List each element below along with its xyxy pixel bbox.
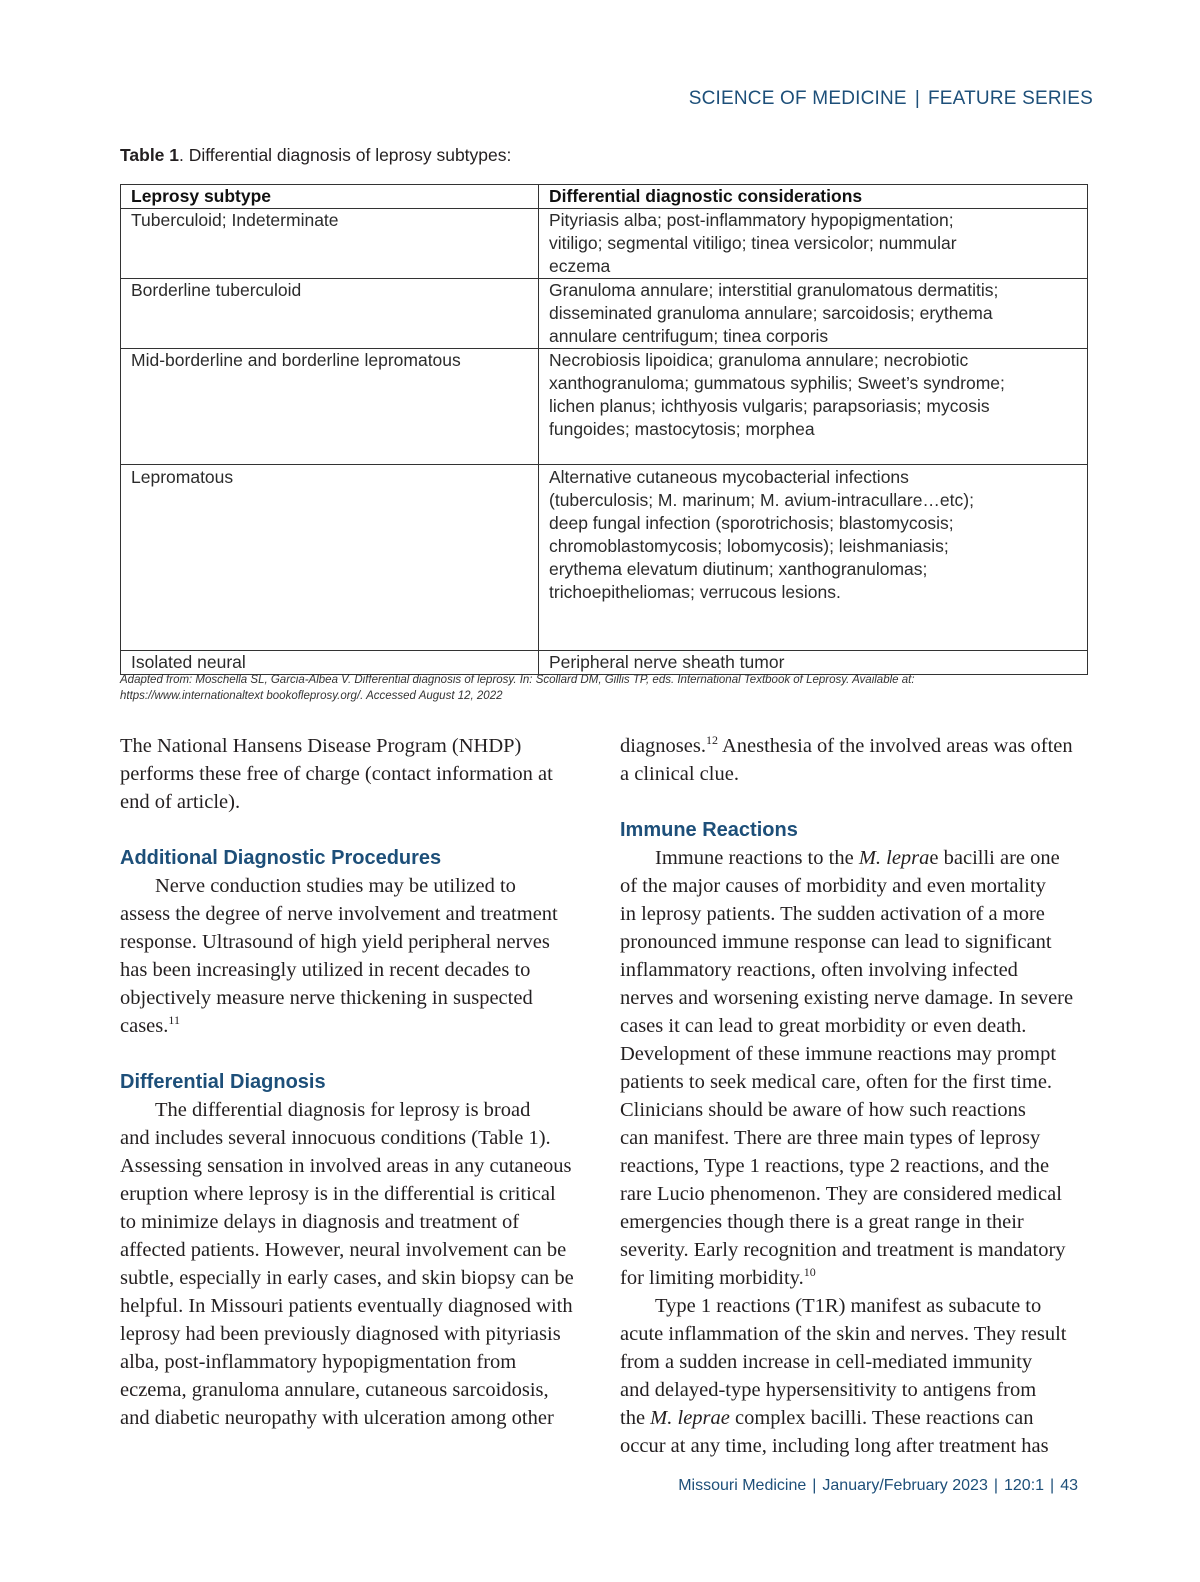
table-source-footnote: Adapted from: Moschella SL, Garcia-Albea V. Differential diagnosis of leprosy. In: Scollard DM, Gillis TP, eds. International Textbook of Leprosy. Available at: https://www.internationaltext bookofleprosy.org/. Accessed August 12, 2022 — [120, 674, 915, 702]
considerations-cell: Alternative cutaneous mycobacterial infections (tuberculosis; M. marinum; M. avium-intracullare…etc); deep fungal infection (sporotrichosis; blastomycosis; chromoblastomycosis; lobomycosis); leishmaniasis; erythema elevatum diutinum; xanthogranulomas; trichoepitheliomas; verrucous lesions. — [539, 465, 1088, 651]
paragraph-type1-reactions: Type 1 reactions (T1R) manifest as subacute to acute inflammation of the skin and nerves. They result from a sudden increase in cell-mediated immunity and delayed-type hypersensitivity to antigens from the M. leprae complex bacilli. These reactions can occur at any time, including long after treatment has — [620, 1295, 1067, 1457]
right-text-column — [620, 732, 1090, 1460]
table-header-row — [121, 185, 1088, 209]
reference-12: 12 — [705, 733, 718, 747]
series-name: FEATURE SERIES — [927, 88, 1093, 109]
left-text-column — [120, 732, 590, 1432]
considerations-cell: Pityriasis alba; post-inflammatory hypopigmentation; vitiligo; segmental vitiligo; tinea versicolor; nummular eczema — [539, 209, 1088, 279]
subtype-cell: Borderline tuberculoid — [121, 279, 539, 349]
paragraph-differential-diagnosis: The differential diagnosis for leprosy is broad and includes several innocuous conditions (Table 1). Assessing sensation in involved areas in any cutaneous eruption where leprosy is in the differential is critical to minimize delays in diagnosis and treatment of affected patients. However, neural involvement can be subtle, especially in early cases, and skin biopsy can be helpful. In Missouri patients eventually diagnosed with leprosy had been previously diagnosed with pityriasis alba, post-inflammatory hypopigmentation from eczema, granuloma annulare, cutaneous sarcoidosis, and diabetic neuropathy with ulceration among other — [120, 1099, 574, 1429]
species-name: M. leprae — [650, 1407, 730, 1429]
reference-10: 10 — [803, 1265, 816, 1279]
paragraph-diagnostic-procedures: Nerve conduction studies may be utilized to assess the degree of nerve involvement and treatment response. Ultrasound of high yield peripheral nerves has been increasingly utilized in recent decades to objectively measure nerve thickening in suspected cases.$^{11}$ — [120, 875, 558, 1037]
table-caption — [120, 145, 511, 166]
table-row — [121, 349, 1088, 465]
running-header — [689, 88, 1093, 110]
table-caption-text: . Differential diagnosis of leprosy subtypes: — [179, 145, 512, 165]
considerations-cell: Granuloma annulare; interstitial granulomatous dermatitis; disseminated granuloma annulare; sarcoidosis; erythema annulare centrifugum; tinea corporis — [539, 279, 1088, 349]
paragraph-immune-reactions: Immune reactions to the M. leprae bacilli are one of the major causes of morbidity and even mortality in leprosy patients. The sudden activation of a more pronounced immune response can lead to significant inflammatory reactions, often involving infected nerves and worsening existing nerve damage. In severe cases it can lead to great morbidity or even death. Development of these immune reactions may prompt patients to seek medical care, often for the first time. Clinicians should be aware of how such reactions can manifest. There are three main types of leprosy reactions, Type 1 reactions, type 2 reactions, and the rare Lucio phenomenon. They are considered medical emergencies though there is a great range in their severity. Early recognition and treatment is mandatory for limiting morbidity.$^{10}$ — [620, 847, 1074, 1289]
table-row — [121, 209, 1088, 279]
table-caption-label: Table 1 — [120, 145, 180, 165]
subtype-cell: Isolated neural — [121, 651, 539, 675]
section-name: SCIENCE OF MEDICINE — [688, 88, 907, 109]
volume-number: 120:1 — [1004, 1477, 1045, 1494]
column-header-subtype: Leprosy subtype — [121, 185, 539, 209]
considerations-cell: Necrobiosis lipoidica; granuloma annulare; necrobiotic xanthogranuloma; gummatous syphilis; Sweet’s syndrome; lichen planus; ichthyosis vulgaris; parapsoriasis; mycosis fungoides; mastocytosis; morphea — [539, 349, 1088, 465]
heading-immune-reactions: Immune Reactions — [620, 819, 798, 841]
journal-name: Missouri Medicine — [678, 1477, 807, 1494]
differential-diagnosis-table — [120, 184, 1088, 675]
table-row — [121, 465, 1088, 651]
intro-paragraph: The National Hansens Disease Program (NHDP) performs these free of charge (contact information at end of article). — [120, 735, 553, 813]
subtype-cell: Lepromatous — [121, 465, 539, 651]
table-row — [121, 279, 1088, 349]
issue-date: January/February 2023 — [822, 1477, 988, 1494]
heading-differential-diagnosis: Differential Diagnosis — [120, 1071, 326, 1093]
continued-paragraph: diagnoses.$^{12}$ Anesthesia of the involved areas was often a clinical clue. — [620, 733, 1073, 785]
column-header-considerations: Differential diagnostic considerations — [539, 185, 1088, 209]
considerations-cell: Peripheral nerve sheath tumor — [539, 651, 1088, 675]
species-name: M. lepra — [858, 847, 930, 869]
page-number: 43 — [1060, 1477, 1078, 1494]
table-row — [121, 651, 1088, 675]
page-footer: Missouri Medicine | January/February 2023 | 120:1 | 43 — [678, 1477, 1078, 1494]
subtype-cell: Tuberculoid; Indeterminate — [121, 209, 539, 279]
heading-additional-diagnostic-procedures: Additional Diagnostic Procedures — [120, 847, 442, 869]
subtype-cell: Mid-borderline and borderline lepromatous — [121, 349, 539, 465]
header-separator: | — [914, 88, 920, 109]
reference-11: 11 — [168, 1013, 180, 1027]
